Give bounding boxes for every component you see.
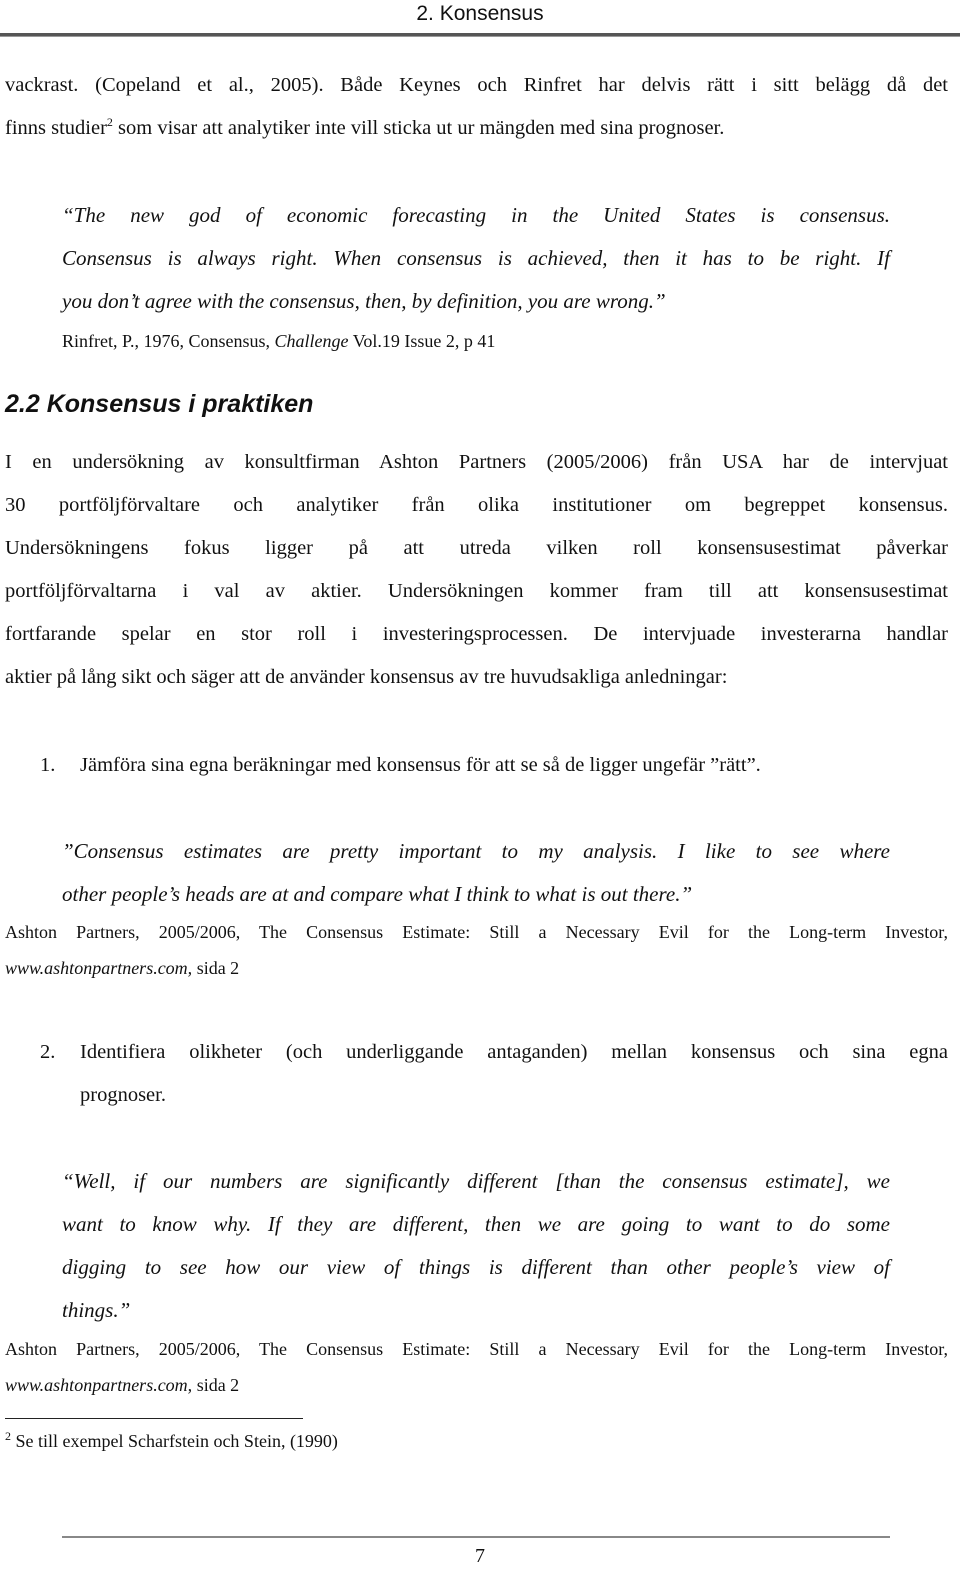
- list-item-2-line-2: prognoser.: [80, 1084, 166, 1106]
- quote3-line-1: “Well, if our numbers are significantly different [than the consensus estimate], we: [62, 1169, 890, 1193]
- quote1-line-1: “The new god of economic forecasting in the United States is consensus.: [62, 203, 890, 227]
- footnote: [5, 1431, 338, 1452]
- quote3-line-3: digging to see how our view of things is different than other people’s view of: [62, 1255, 890, 1279]
- quote1-line-3: you don’t agree with the consensus, then, by definition, you are wrong.”: [62, 289, 666, 313]
- quote3-citation: Ashton Partners, 2005/2006, The Consensus Estimate: Still a Necessary Evil for the Long-term Investor,: [5, 1339, 948, 1359]
- quote2-citation-url: [5, 958, 239, 979]
- citation-journal: Challenge: [274, 331, 349, 351]
- section-heading: 2.2 Konsensus i praktiken: [5, 390, 314, 418]
- quote2-line-1: ”Consensus estimates are pretty important to my analysis. I like to see where: [62, 839, 890, 863]
- quote2-citation: Ashton Partners, 2005/2006, The Consensus Estimate: Still a Necessary Evil for the Long-term Investor,: [5, 922, 948, 942]
- intro-line-2b: som visar att analytiker inte vill sticka ut ur mängden med sina prognoser.: [112, 117, 725, 139]
- quote3-citation-url: [5, 1375, 239, 1396]
- citation-page: sida 2: [192, 958, 240, 978]
- quote2-line-2: other people’s heads are at and compare what I think to what is out there.”: [62, 882, 693, 906]
- paragraph-line: I en undersökning av konsultfirman Ashton Partners (2005/2006) från USA har de intervjuat: [5, 451, 948, 473]
- citation-url: www.ashtonpartners.com,: [5, 1375, 193, 1395]
- footnote-text: Se till exempel Scharfstein och Stein, (1990): [11, 1431, 338, 1451]
- quote3-line-2: want to know why. If they are different, then we are going to want to do some: [62, 1212, 890, 1236]
- footnote-number: 2: [5, 1429, 11, 1443]
- intro-line-2a: finns studier: [5, 117, 107, 139]
- footnote-ref: 2: [106, 115, 113, 130]
- citation-page: sida 2: [192, 1375, 240, 1395]
- header-rule: [0, 33, 960, 37]
- citation-text: Rinfret, P., 1976, Consensus,: [62, 331, 275, 351]
- paragraph-line: portföljförvaltarna i val av aktier. Undersökningen kommer fram till att konsensusestimat: [5, 580, 948, 602]
- header-title: 2. Konsensus: [416, 2, 544, 25]
- list-item-2-number: 2.: [40, 1041, 56, 1063]
- list-item-1-text: Jämföra sina egna beräkningar med konsensus för att se så de ligger ungefär ”rätt”.: [80, 754, 761, 776]
- quote1-line-2: Consensus is always right. When consensus is achieved, then it has to be right. If: [62, 246, 890, 270]
- intro-line-2: [5, 107, 948, 150]
- intro-line-1: vackrast. (Copeland et al., 2005). Både Keynes och Rinfret har delvis rätt i sitt belägg då det: [5, 74, 948, 96]
- list-item-1-number: 1.: [40, 754, 56, 776]
- quote3-line-4: things.”: [62, 1298, 131, 1322]
- paragraph-line: aktier på lång sikt och säger att de använder konsensus av tre huvudsakliga anledningar:: [5, 666, 728, 688]
- citation-url: www.ashtonpartners.com,: [5, 958, 193, 978]
- body-paragraph: [5, 441, 948, 699]
- footnote-rule: [5, 1418, 303, 1419]
- paragraph-line: Undersökningens fokus ligger på att utreda vilken roll konsensusestimat påverkar: [5, 537, 948, 559]
- page-number: 7: [475, 1545, 485, 1567]
- paragraph-line: fortfarande spelar en stor roll i investeringsprocessen. De intervjuade investerarna handlar: [5, 623, 948, 645]
- paragraph-line: 30 portföljförvaltare och analytiker från olika institutioner om begreppet konsensus.: [5, 494, 948, 516]
- page-header: [0, 0, 960, 34]
- quote1-citation: [62, 331, 890, 352]
- citation-text: Vol.19 Issue 2, p 41: [348, 331, 496, 351]
- footer-rule: [62, 1536, 890, 1538]
- list-item-2-line-1: Identifiera olikheter (och underliggande antaganden) mellan konsensus och sina egna: [80, 1041, 948, 1063]
